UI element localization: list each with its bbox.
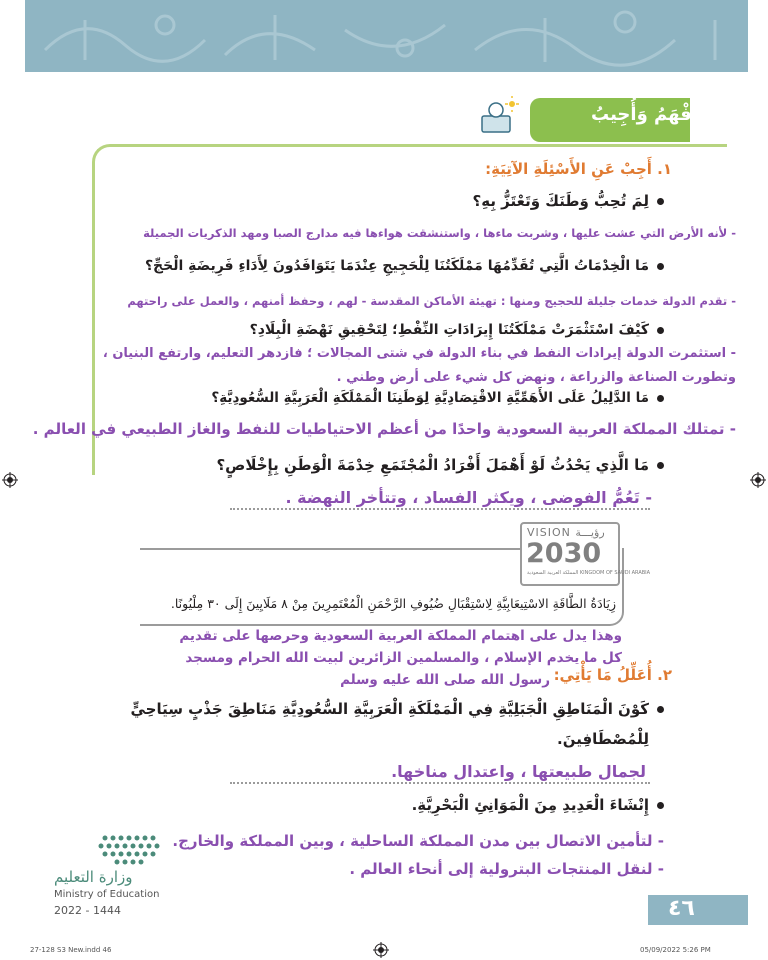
- vision-label: VISION رؤيـــة: [527, 526, 605, 539]
- answer-text: وهذا يدل على اهتمام المملكة العربية السعودية وحرصها على تقديم: [179, 628, 622, 644]
- print-file-label: 27-128 S3 New.indd 46: [30, 946, 112, 954]
- vision-statement: زِيَادَةُ الطَّاقَةِ الاسْتِيعَابِيَّةِ لِاسْتِقْبَالِ ضُيُوفِ الرَّحْمَنِ الْمُعْتَمِرِينَ مِنْ ٨ مَلَايِينَ إِلَى ٣٠ مِلْيُونًا.: [170, 596, 616, 611]
- ministry-english-name: Ministry of Education: [54, 889, 160, 900]
- registration-mark-icon: [373, 942, 389, 958]
- answer-text: - استثمرت الدولة إيرادات النفط في بناء الدولة في شتى المجالات ؛ فازدهر التعليم، وارتفع البنيان ،: [102, 346, 736, 361]
- vision-year: 2030: [526, 538, 602, 569]
- bullet-icon: [657, 395, 664, 402]
- answer-text: - لتأمين الاتصال بين مدن المملكة الساحلية ، وبين المملكة والخارج.: [172, 832, 664, 850]
- answer-line: [230, 782, 650, 784]
- edition-year: 2022 - 1444: [54, 904, 121, 917]
- ministry-logo-icon: [95, 832, 175, 866]
- question-number: ٢.: [657, 666, 672, 684]
- vision-kingdom-label: المملكة العربية السعودية KINGDOM OF SAUDI ARABIA: [527, 570, 651, 576]
- answer-text: - تَعُمُّ الفوضى ، ويكثر الفساد ، وتتأخر النهضة .: [285, 488, 652, 507]
- ministry-arabic-name: وزارة التعليم: [54, 868, 133, 886]
- answer-text: - تقدم الدولة خدمات جليلة للحجيج ومنها : تهيئة الأماكن المقدسة - لهم ، وحفظ أمنهم ، والعمل على راحتهم: [127, 294, 736, 308]
- registration-mark-icon: [2, 472, 18, 488]
- registration-mark-icon: [750, 472, 766, 488]
- question-2-heading: [554, 666, 672, 684]
- question-item: لِمَ تُحِبُّ وَطَنَكَ وَتَعْتَزُّ بِهِ؟: [473, 192, 664, 210]
- question-item: كَيْفَ اسْتَثْمَرَتْ مَمْلَكَتُنَا إِيرَادَاتِ النِّفْطِ؛ لِتَحْقِيقِ نَهْضَةِ الْبِلَادِ؟: [250, 322, 664, 338]
- answer-text: كل ما يخدم الإسلام ، والمسلمين الزائرين لبيت الله الحرام ومسجد: [185, 650, 622, 666]
- question-item: إِنْشَاءَ الْعَدِيدِ مِنَ الْمَوَانِئِ الْبَحْرِيَّةِ.: [412, 796, 664, 814]
- answer-text: - لأنه الأرض التي عشت عليها ، وشربت ماءها ، واستنشقت هواءها فيه مدارج الصبا ومهد الذكريات الجميلة: [143, 226, 736, 240]
- answer-text: رسول الله صلى الله عليه وسلم: [340, 672, 550, 688]
- bullet-icon: [657, 263, 664, 270]
- question-item: مَا الْخِدْمَاتُ الَّتِي تُقَدِّمُهَا مَمْلَكَتُنَا لِلْحَجِيجِ عِنْدَمَا يَتَوَافَدُونَ لِأَدَاءِ فَرِيضَةِ الْحَجِّ؟: [145, 258, 664, 274]
- bullet-icon: [657, 198, 664, 205]
- header-banner: [25, 0, 748, 72]
- heading-text: أُعَلِّلُ مَا يَأْتِي:: [553, 666, 652, 684]
- answer-text: لجمال طبيعتها ، واعتدال مناخها.: [391, 762, 646, 781]
- page-number: ٤٦: [668, 896, 695, 921]
- answer-text: - تمتلك المملكة العربية السعودية واحدًا من أعظم الاحتياطيات للنفط والغاز الطبيعي في العالم .: [32, 420, 736, 438]
- arabic-calligraphy-pattern: [25, 0, 748, 72]
- answer-text: وتطورت الصناعة والزراعة ، ونهض كل شيء على أرض وطني .: [336, 370, 736, 385]
- heading-text: أَجِبْ عَنِ الأَسْئِلَةِ الآتِيَةِ:: [485, 160, 652, 178]
- question-item: كَوْنَ الْمَنَاطِقِ الْجَبَلِيَّةِ فِي الْمَمْلَكَةِ الْعَرَبِيَّةِ السُّعُودِيَّةِ مَنَاطِقَ جَذْبٍ سِيَاحِيٍّ: [130, 700, 664, 718]
- bullet-icon: [657, 327, 664, 334]
- question-item: مَا الدَّلِيلُ عَلَى الأَهَمِّيَّةِ الاقْتِصَادِيَّةِ لِوَطَنِنَا الْمَمْلَكَةِ الْعَرَبِيَّةِ السُّعُودِيَّةِ؟: [211, 390, 664, 406]
- question-item-continued: لِلْمُصْطَافِينَ.: [557, 730, 649, 748]
- answer-line: [230, 508, 650, 510]
- bullet-icon: [657, 802, 664, 809]
- bullet-icon: [657, 462, 664, 469]
- question-1-heading: [485, 160, 672, 178]
- question-number: ١.: [657, 160, 672, 178]
- answer-text: - لنقل المنتجات البترولية إلى أنحاء العالم .: [349, 860, 664, 878]
- page-number-tab: [648, 895, 748, 925]
- section-title: أَفْهَمُ وَأُجِيبُ: [591, 104, 698, 125]
- student-thinking-icon: [478, 96, 522, 136]
- bullet-icon: [657, 706, 664, 713]
- question-item: مَا الَّذِي يَحْدُثُ لَوْ أَهْمَلَ أَفْرَادُ الْمُجْتَمَعِ خِدْمَةَ الْوَطَنِ بِإِخْلَاصٍ؟: [216, 456, 664, 474]
- print-timestamp: 05/09/2022 5:26 PM: [640, 946, 711, 954]
